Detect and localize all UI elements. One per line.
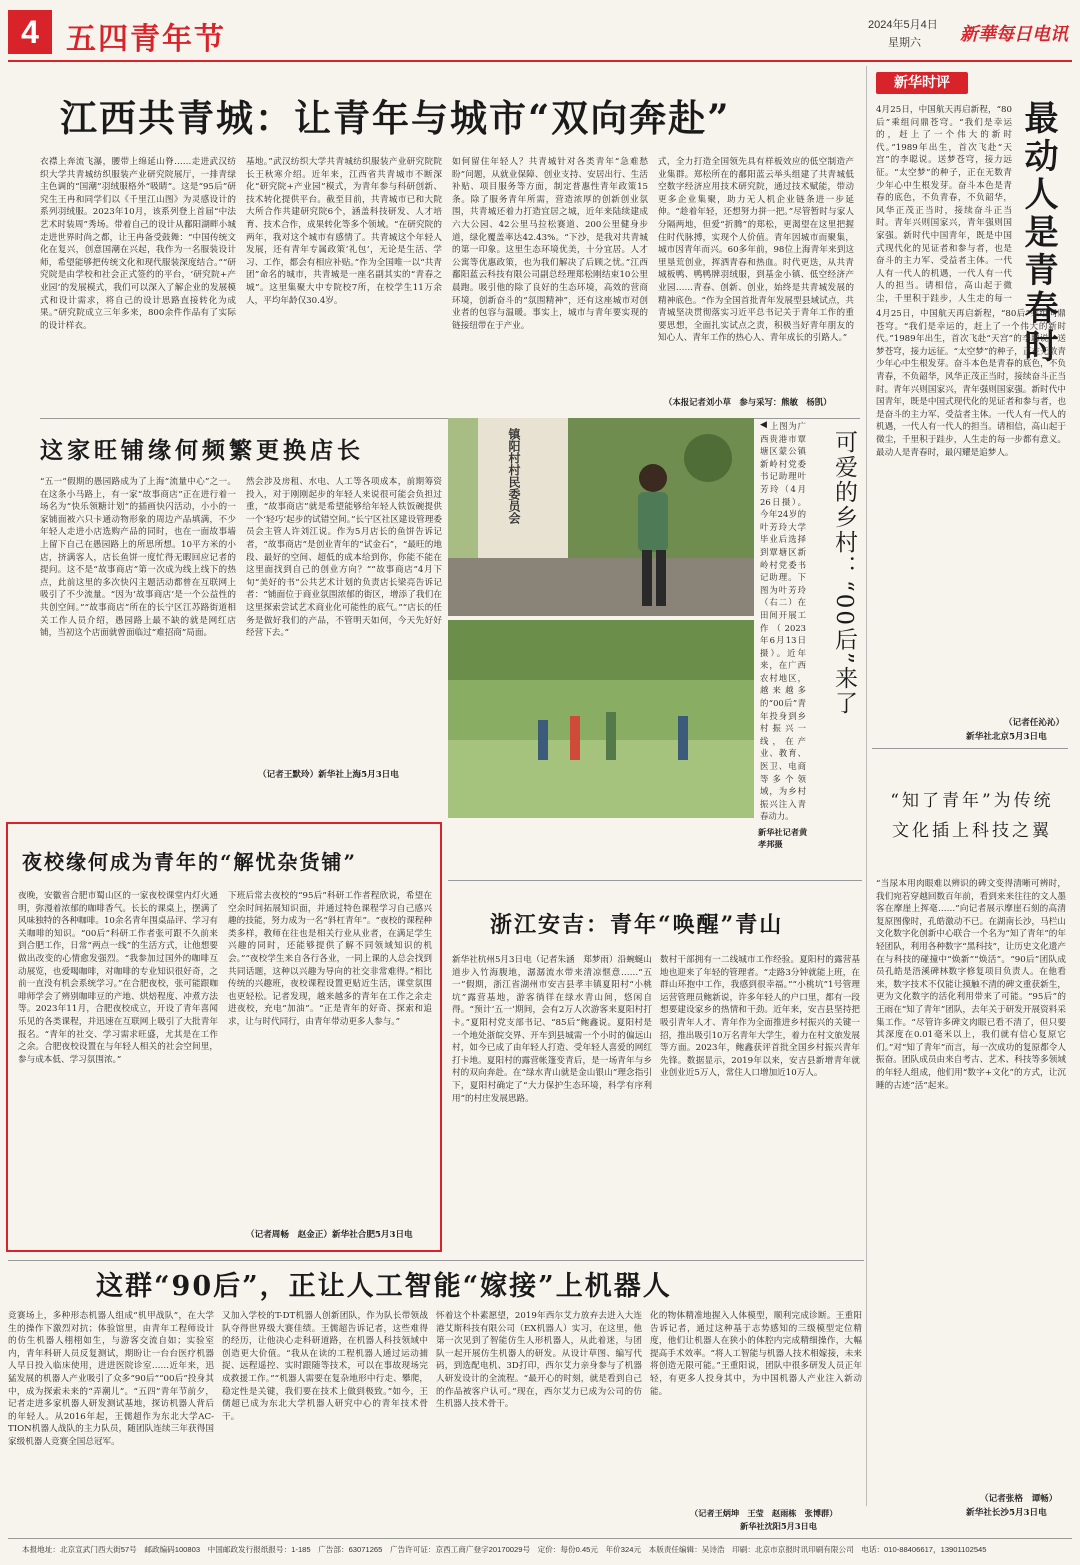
article2-col2: 然会涉及房租、水电、人工等各项成本，前期筹资投入，对于刚刚起步的年轻人来说很可能会负担过重，“故事商店”就是希望能够给年轻人铁饭碗提供一个‘轻巧’起步的试错空间。”长宁区社区建设管理委员会主管人许刘江说。作为5月店长的鱼饼告诉记者，“故事商店”是创业青年的“试金石”，“最旺的地段、最好的空间、超低的成本给到你，你能不能在这里面找到自己的创业方向？”“故事商店”4月下旬“美好的书”公共艺术计划的负责店长梁亮告诉记者：“铺面位于商业氛围浓郁的街区，增添了我们在这里探索尝试艺术商业化可能性的底气。”“店长的任务是做好我们的产品，不管明天如何，今天先好好经营下去。”: [246, 477, 442, 639]
photo-caption: 上图为广西贵港市覃塘区蒙公镇新岭村党委书记助理叶芳玲（4月26日摄）。今年24岁的叶芳玲大学毕业后选择到覃塘区新岭村党委书记助理。下图为叶芳玲（右二）在田间开展工作（2023年6月13日摄）。近年来，在广西农村地区，越来越多的“00后”青年投身到乡村振兴一线，在产业、教育、医卫、电商等多个领域，为乡村振兴注入青春动力。: [760, 421, 806, 822]
article4-col1: 新华社杭州5月3日电（记者朱涵 郑梦雨）沿蜿蜒山道步入竹海腹地，潺潺流水带来清凉惬意……“五一”假期，浙江省湖州市安吉县孝丰镇夏阳村“小桃坑”露营基地，游客徜徉在绿水青山间，悠闲自得。“预计‘五一’期间，会有2万人次游客来夏阳村打卡。”夏阳村党支部书记、“85后”鲍鑫说。夏阳村是一个地处浙皖交界、开车到县城需一个小时的偏远山村，如今已成了由年轻人打造、受年轻人喜爱的网红打卡地。夏阳村的露营帐篷变青后，是一场青年与乡村的双向奔赴。在“绿水青山就是金山银山”理念指引下，夏阳村确定了“大力保护生态环境，科学有序利用”的村庄发展思路。: [452, 955, 652, 1104]
article2-col1: “五一”假期的愚园路成为了上海“流量中心”之一。在这条小马路上，有一家“故事商店”正在进行着一场名为“快乐领糖计划”的插画快闪活动，小小的一家铺面被六只卡通动物形象的周边产品填满，不少年轻人走进小店选购产品的同时，也在一面故事墙上留下自己在愚园路上的所思所想。10平方米的小店，挤满客人，店长鱼饼一度忙得无暇回应记者的提问。这不是“故事商店”第一次成为线上线下的热点，此前这里的多次快闪主题活动都曾在互联网上吸引了不少流量。“因为‘故事商店’是一个公益性的共创空间。”“故事商店”所在的长宁区江苏路街道相关工作人员介绍，愚园路上最不缺的就是网红店铺，当初这个店面就曾面临过“难招商”局面。: [40, 477, 236, 639]
article1-credit: （本报记者刘小草 参与采写：熊敏 杨凯）: [664, 397, 832, 407]
brand-logo: 新華每日电讯: [960, 24, 1068, 45]
article1-col1: 衣襟上奔流飞瀑，腰带上绵延山脊……走进武汉纺织大学共青城纺织服装产业研究院展厅，一排青绿主色调的“国潮”羽绒服格外“吸睛”。这是“95后”研究生王冉和同学们以《千里江山图》为灵感设计的系列羽绒服。2023年10月，该系列登上首届“中法艺术时装周”秀场。带着自己的设计从鄱阳湖畔小城走进世界时尚之都，让王冉备受鼓舞：“中国传统文化在复兴，创意国潮在兴起，我作为一名服装设计师，希望能够把传统文化和现代服装深度结合。”“研究院是由学校和社会正式签约的平台，‘研究院+产业园’的发展模式，我们可以深入了解企业的发展模式和设计需求，将自己的设计思路直接转化为成果。”研究院成立三年多来，800余件作品有了实际的设计样衣。: [40, 157, 236, 331]
photo-top: [448, 418, 754, 616]
article5-title: “知了青年”为传统文化插上科技之翼: [890, 791, 1054, 841]
issue-date: 2024年5月4日: [868, 19, 938, 31]
commentary-dateline: 新华社北京5月3日电: [966, 732, 1047, 742]
article6-title: 这群“90后”，正让人工智能“嫁接”上机器人: [96, 1271, 672, 1302]
article6-col4: 化的物体精准地握入人体模型，顺利完成诊断。王重阳告诉记者，通过这种基于志势感知的三级模型定位精度，他们让机器人在狭小的体腔内完成精细操作，大幅提高手术效率。“将人工智能与机器人技术相嫁接，未来将创造无限可能。”王重阳说，团队中很多研发人员正年轻，有更多人投身其中，为中国机器人产业注入新动能。: [650, 1311, 862, 1397]
photo-top-illustration: [448, 418, 754, 616]
article2-title: 这家旺铺缘何频繁更换店长: [40, 437, 364, 464]
divider: [8, 1260, 864, 1261]
article1-col4: 式，全力打造全国领先具有样板效应的低空制造产业集群。郑松所在的鄱阳蓝云举头组建了共青城低空数字经济应用技术研究院，通过技术赋能，带动更多企业集聚，助力无人机企业链条进一步延伸。“趁着年轻，还想努力拼一把。”尽管暂时与家人分隔两地，但爱“折腾”的郑松，更渴望在这里把握住时代脉搏，实现个人价值。青年因城市而聚集，城市因青年而兴。60多年前，98位上海青年来到这里垦荒创业，挥洒青春和热血。时代更迭，从共青城板鸭、鸭鸭牌羽绒服，到基金小镇、低空经济产业园……青春、创新、创业，始终是共青城发展的精神底色。“作为全国首批青年发展型县域试点，共青城坚决贯彻落实习近平总书记关于青年工作的重要思想，全面扎实试点之责，积极当好青年朋友的知心人、青年工作的热心人、青年成长的引路人。”: [658, 157, 854, 344]
commentary-vertical-title: 最动人是青春时: [1018, 100, 1058, 366]
photo-sign-text: 镇阳村村民委员会: [507, 428, 521, 524]
commentary-credit: （记者任沁沁）: [1004, 718, 1065, 728]
footer-info: 本报地址：北京宣武门西大街57号 邮政编码100803 中国邮政发行报纸报号：1-185 广告部：63071265 广告许可证：京西工商广登字20170029号 定价：每份0.45元 年价324元 本版责任编辑：吴诗浩 印刷：北京市京报时讯印刷有限公司 电话：010-88406617，13901102545: [22, 1545, 987, 1554]
article6-col1: 竞赛场上，多种形态机器人组成“机甲战队”，在大学生的操作下激烈对抗；体验馆里，由青年工程师设计的仿生机器人栩栩如生，与游客交流自如；实验室内，青年科研人员反复测试，期盼让一台台医疗机器人早日投入临床使用，进进医院诊室……近年来，迅猛发展的机器人产业吸引了众多“90后”“00后”投身其中，成为探索未来的“弄潮儿”。“五四”青年节前夕，记者走进多家机器人研发测试基地，探访机器人背后的年轻人。从2016年起，王儒超作为东北大学AC-TION机器人战队的主力队员，随团队连续三年获得国家级机器人竞赛全国总冠军。: [8, 1311, 214, 1447]
commentary-badge: 新华时评: [876, 72, 968, 94]
article5-dateline: 新华社长沙5月3日电: [966, 1508, 1047, 1518]
article3-title: 夜校缘何成为青年的“解忧杂货铺”: [22, 850, 358, 874]
article3-col1: 夜晚，安徽省合肥市蜀山区的一家夜校课堂内灯火通明，弥漫着浓郁的咖啡香气。长长的课桌上，摆满了风味独特的各种咖啡。10余名青年围桌品评、学习有关咖啡的知识。“00后”科研工作者张可跟不久前来到合肥工作，日常“两点一线”的生活方式，让他想要做出改变的心情愈发强烈。“我参加过国外的咖啡互动展览，也爱喝咖啡，对咖啡的专业知识很好奇，之前一直没有机会系统学习。”在合肥夜校，张可能跟咖啡师学会了辨别咖啡豆的产地、烘焙程度、冲煮方法等。2023年11月，合肥夜校成立，开设了青年喜闻乐见的各类课程，并迅速在互联网上吸引了大批青年报名。“青年的社交、学习需求旺盛，尤其是在工作之余。合肥夜校设置在与年轻人相关的社会空间里，参与成本低、学习氛围浓。”: [18, 891, 218, 1065]
article6-col2: 又加入学校的T-DT机器人创新团队，作为队长带领战队夺得世界级大赛佳绩。王儒超告诉记者，这些难得的经历，让他决心走科研道路，在机器人科技领域中创造更大价值。“我从在读的工程机器人通过运动捕捉、远程遥控、实时跟随等技术，可以在事故现场完成救援工作。”“机器人需要在复杂地形中行走、攀爬，稳定性是关键，我们要在技术上做到极致。”如今，王儒超已成为东北大学机器人研究中心的青年技术骨干。: [222, 1311, 428, 1422]
photo-bottom: [448, 620, 754, 818]
article2-credit: （记者王默玲）新华社上海5月3日电: [258, 770, 399, 780]
section-title: 五四青年节: [66, 22, 226, 57]
article1-col2: 基地。”武汉纺织大学共青城纺织服装产业研究院院长王秋寒介绍。近年来，江西省共青城市不断深化“研究院+产业园”模式，为青年参与科研创新、技术转化提供平台。截至目前，共青城市已和大院大所合作共建研究院6个，涵盖科技研发、人才培育、技术合作，成果转化等多个领域。“在研究院的两年，我对这个城市有感情了。共青城这个年轻人发展，还有青年专属政策‘礼包’，无论是生活、学习、工作，都会有相应补贴。”作为全国唯一以“共青团”命名的城市，共青城是一座名副其实的“青春之城”。这里集聚大中专院校7所，在校学生11万余人，平均年龄仅30.4岁。: [246, 157, 442, 306]
column-divider: [866, 66, 867, 1506]
header: [0, 0, 1080, 64]
page-number: 4: [8, 10, 52, 54]
article4-col2: 数村干部拥有一二线城市工作经验。夏阳村的露营基地也迎来了年轻的管理者。“走路3分钟就能上班，在群山环抱中工作，我感到很幸福。”“小桃坑”1号管理运营管理员鲍新说，许多年轻人的户口里，都有一段想要建设家乡的热情和干劲。近年来，安吉县坚持把吸引青年人才、青年作为全面推进乡村振兴的关键一招，推出吸引10万名青年大学生，着力在村文旅发展等方面。2023年，鲍鑫获评首批全国乡村振兴青年先锋。数据显示，2019年以来，安吉县新增青年就业创业近5万人，常住人口增加近10万人。: [660, 955, 860, 1079]
article5-credit: （记者张格 谭畅）: [980, 1494, 1058, 1504]
photo-bottom-illustration: [448, 620, 754, 818]
main-title: 江西共青城：让青年与城市“双向奔赴”: [60, 96, 731, 140]
photo-caption-arrow: ◀: [760, 420, 767, 430]
commentary-body-cont: 4月25日，中国航天再启新程，“80后”乘组问鼎苍穹。“我们是幸运的，赶上了一个伟大的新时代。”1989年出生，首次飞赴“天宫”的李聪说。送梦苍穹，接力远征。“太空梦”的种子，正在无数青少年心中生根发芽。奋斗本色是青春的底色，不负青春，不负韶华，风华正茂正当时，接续奋斗正当时。青年兴则国家兴，青年强则国家强。新时代中国青年，既是中国式现代化的见证者和参与者，也是奋斗的主力军、受益者主体。一代人有一代人的机遇，一代人有一代人的担当。请相信，高山起于微尘，千里积于跬步，人生走的每一步都有意义。最动人是青春时，最闪耀是追梦人。: [876, 309, 1066, 458]
article5-body: “当尿本用肉眼难以辨识的碑文变得清晰可辨时，我们宛若穿越回数百年前，看到来来往往的文人墨客在摩崖上挥毫……”向记者展示摩崖石刻的高清复原图像时，孔皓激动不已。在湖南长沙，马栏山文化数字化创新中心联合一个名为“知了青年”的年轻团队，利用各种数字“黑科技”，让历史文化遗产在与科技的碰撞中“焕新”“焕活”。“90后”团队成员孔皓是浯溪碑林数字修复项目负责人。在他看来，数字技术不仅能让摸触不清的碑文重获新生，更为文化数字的活化利用带来了可能。“95后”的王雨在“知了青年”团队，去年关于研发开展资料采集工作。“尽管许多碑文肉眼已看不清了，但只要其深度在0.01毫米以上，我们就有信心复原它们。”对“知了青年”而言，每一次成功的复原都令人振奋。团队成员由来自考古、艺术、科技等多领域的年轻人组成，他们用“数字+文化”的方式，让沉睡的古迹“活”起来。: [876, 879, 1066, 1091]
divider: [448, 880, 862, 881]
article1-col3: 如何留住年轻人？共青城针对各类青年“急难愁盼”问题，从就业保障、创业支持、安居出行、生活补贴、项目服务等方面，制定普惠性青年政策15条。除了服务青年所需，营造浓厚的创新创业氛围，共青城还着力打造宜居之城，近年来陆续建成六大公园、42公里马拉松赛道、200公里健身步道，绿化覆盖率达42.43%。“下沙，是我对共青城的第一印象。这里生态环境优美，十分宜居。人才公寓等优惠政策，也为我们解决了后顾之忧。”江西鄱阳蓝云科技有限公司副总经理郑松刚结束10公里晨跑。吸引他的除了良好的生态环境，高效的营商环境，创新奋斗的“氛围精神”，还有这座城市对创业者的包容与温暖。事实上，城市与青年要实现的链接纽带在于产业。: [452, 157, 648, 331]
header-rule: [8, 60, 1072, 62]
commentary-body: 4月25日，中国航天再启新程，“80后”乘组问鼎苍穹。“我们是幸运的，赶上了一个伟大的新时代。”1989年出生，首次飞赴“天宫”的李聪说。送梦苍穹，接力远征。“太空梦”的种子，正在无数青少年心中生根发芽。奋斗本色是青春的底色，不负青春，不负韶华，风华正茂正当时，接续奋斗正当时。青年兴则国家兴，青年强则国家强。新时代中国青年，既是中国式现代化的见证者和参与者，也是奋斗的主力军、受益者主体。一代人有一代人的机遇，一代人有一代人的担当。请相信，高山起于微尘，千里积于跬步，人生走的每一: [876, 105, 1012, 304]
article4-title: 浙江安吉：青年“唤醒”青山: [490, 912, 784, 938]
photo-vertical-title: 可爱的乡村：“00后”来了: [831, 430, 857, 716]
article6-dateline: 新华社沈阳5月3日电: [740, 1521, 817, 1531]
article3-credit: （记者周畅 赵金正）新华社合肥5月3日电: [246, 1230, 413, 1240]
article6-col3: 怀着这个朴素愿望，2019年西尔艾力放弃去进入大连港艾斯科技有限公司（EX机器人）实习，在这里，他第一次见到了智能仿生人形机器人，从此着迷，与团队一起开展仿生机器人的研发。从设计草图、编写代码，到选配电机、3D打印，西尔艾力亲身参与了机器人研发设计的全流程。“最开心的时刻，就是看到自己的作品被客户认可。”现在，西尔艾力已成为公司的仿生机器人技术骨干。: [436, 1311, 642, 1410]
divider: [872, 748, 1068, 749]
issue-weekday: 星期六: [888, 37, 921, 49]
article6-credit: （记者王炳坤 王莹 赵雨栋 张博群）: [690, 1508, 838, 1518]
footer-rule: [8, 1538, 1072, 1539]
article3-col2: 下班后常去夜校的“95后”科研工作者程欣说，希望在空余时间拓展知识面，并通过特色课程学习自己感兴趣的技能，努力成为一名“斜杠青年”。“夜校的课程种类多样，教师在往也是相关行业从业者，在满足学生兴趣的同时，还能够提供了解不同领域知识的机会。”“夜校学生来自各行各业，一同上课的人总会找到共同话题，这种以兴趣为导向的社交非常难得。”相比传统的兴趣班，夜校课程设置更贴近生活，课堂氛围也更轻松。记者发现，越来越多的青年在工作之余走进夜校，充电“加油”。“正是青年的好奇、探索和追求，让与时代同行，由青年带动更多人参与。”: [228, 891, 432, 1027]
photo-credit: 新华社记者黄孝邦摄: [758, 827, 808, 849]
